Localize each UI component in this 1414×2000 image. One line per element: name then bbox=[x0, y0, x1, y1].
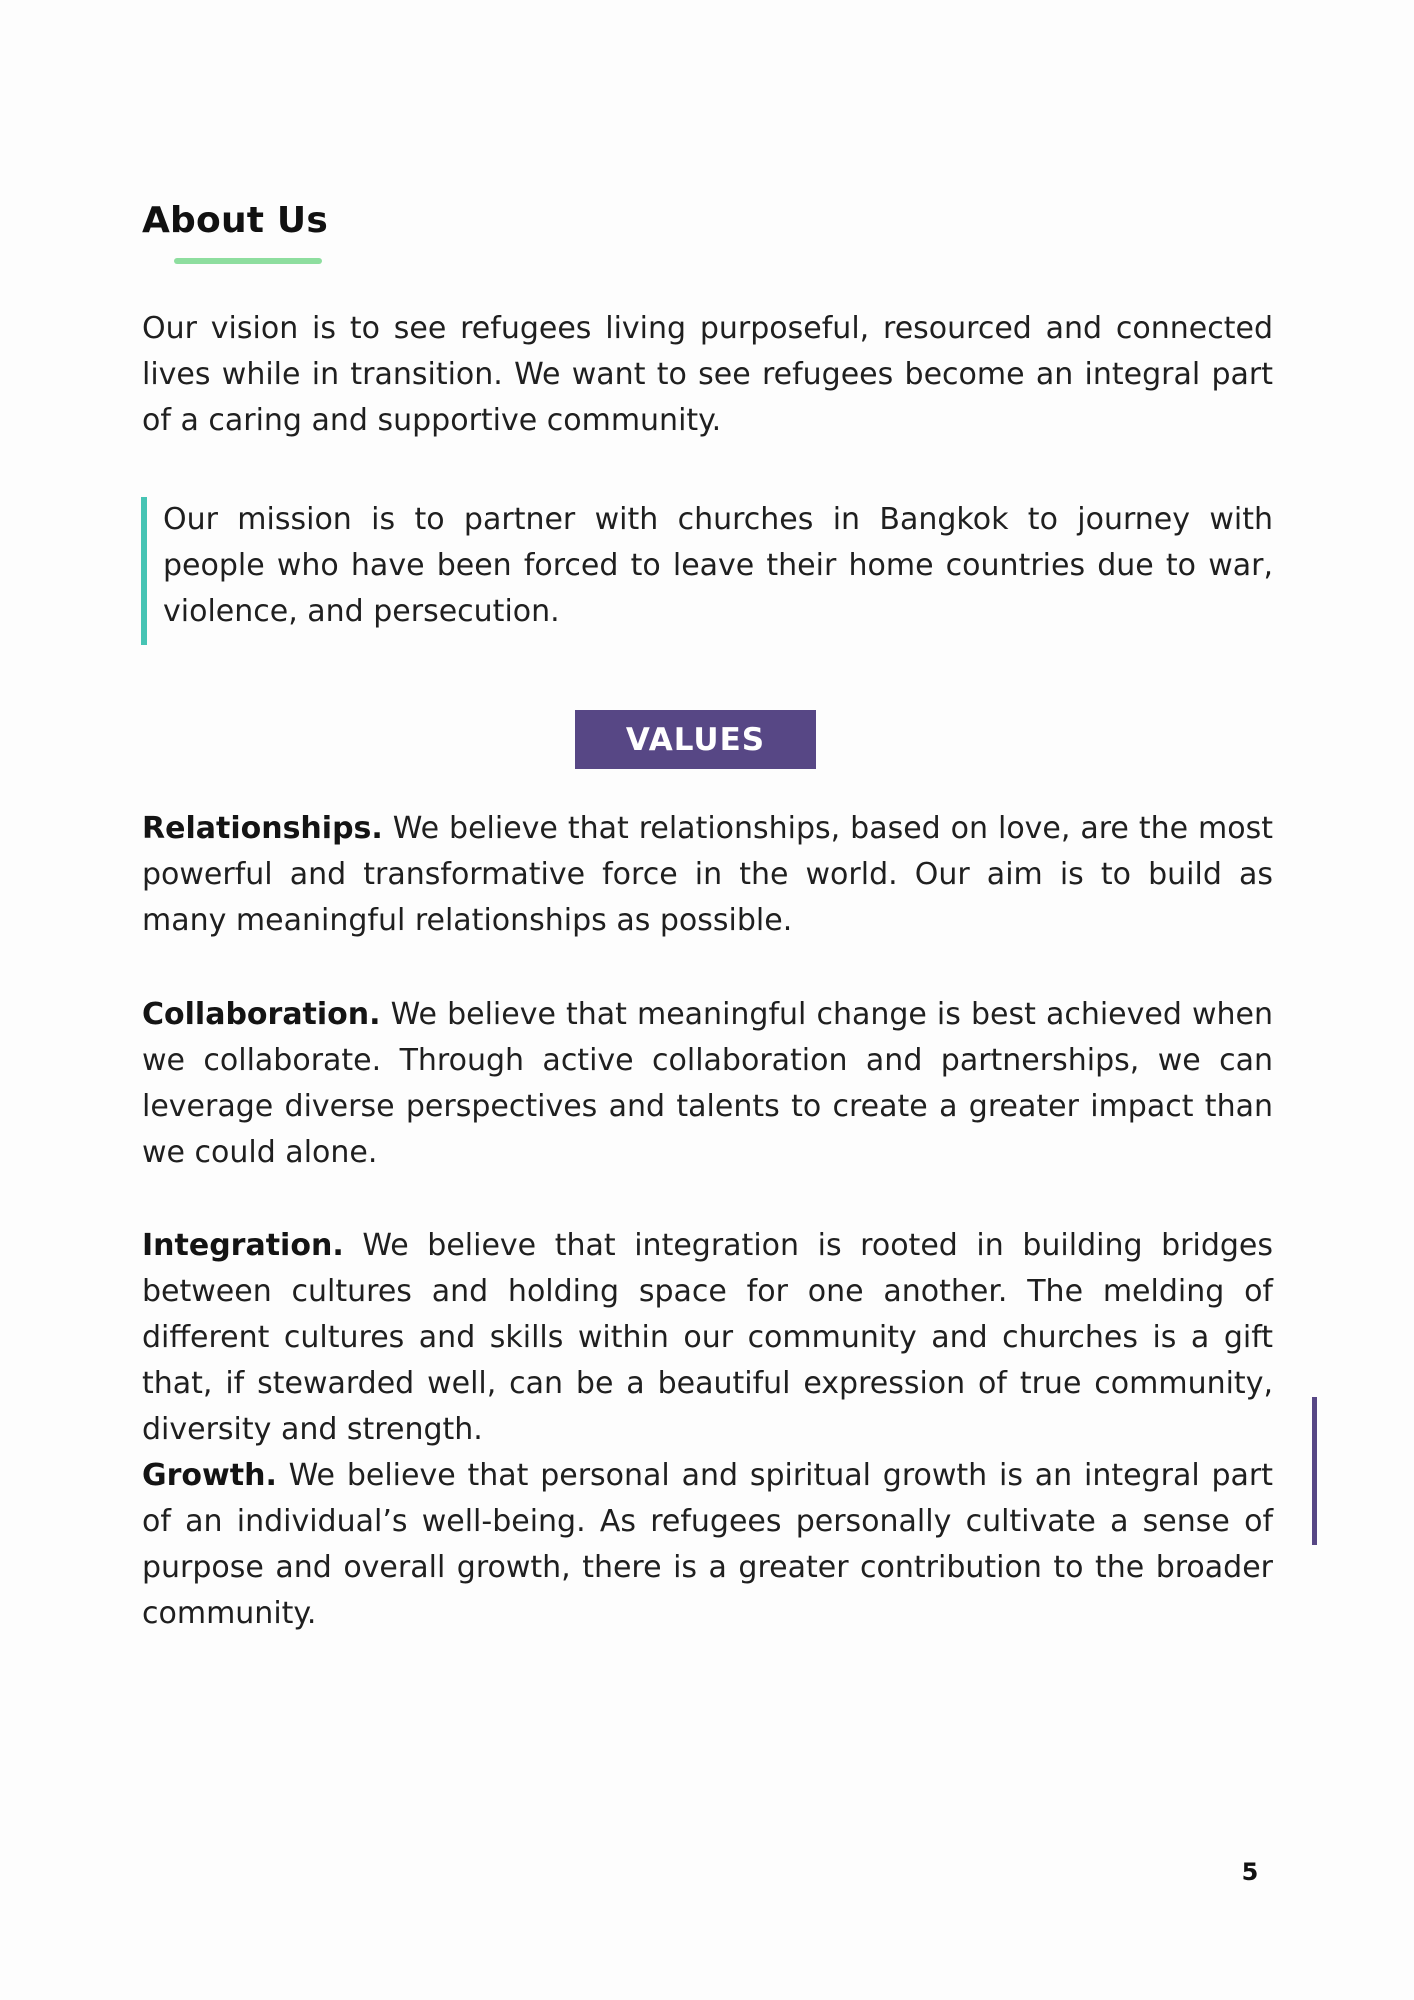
value-integration bbox=[142, 1223, 1273, 1453]
value-title: Growth. bbox=[142, 1458, 277, 1493]
mission-paragraph: Our mission is to partner with churches in Bangkok to journey with people who have been forced to leave their home countries due to war, violence, and persecution. bbox=[163, 502, 1273, 629]
value-text: We believe that meaningful change is best achieved when we collaborate. Through active collaboration and partnerships, we can leverage diverse perspectives and talents to create a greater impact than we could alone. bbox=[142, 997, 1273, 1170]
value-title: Integration. bbox=[142, 1228, 344, 1263]
value-text: We believe that personal and spiritual growth is an integral part of an individual’s well-being. As refugees personally cultivate a sense of purpose and overall growth, there is a greater contribution to the broader community. bbox=[142, 1458, 1273, 1631]
value-relationships bbox=[142, 806, 1273, 944]
page-title: About Us bbox=[142, 200, 328, 241]
value-collaboration bbox=[142, 992, 1273, 1176]
value-title: Relationships. bbox=[142, 811, 383, 846]
values-heading: VALUES bbox=[575, 710, 816, 769]
heading-underline bbox=[174, 258, 322, 264]
side-accent-bar bbox=[1312, 1397, 1317, 1545]
value-text: We believe that integration is rooted in building bridges between cultures and holding space for one another. The melding of different cultures and skills within our community and churches is a gift that, if stewarded well, can be a beautiful expression of true community, diversity and strength. bbox=[142, 1228, 1273, 1447]
value-title: Collaboration. bbox=[142, 997, 381, 1032]
mission-accent-bar bbox=[141, 497, 147, 645]
value-growth bbox=[142, 1453, 1273, 1637]
mission-quote bbox=[141, 497, 1273, 645]
vision-paragraph: Our vision is to see refugees living purposeful, resourced and connected lives while in transition. We want to see refugees become an integral part of a caring and supportive community. bbox=[142, 311, 1273, 438]
page-number: 5 bbox=[1241, 1858, 1259, 1886]
value-text: We believe that relationships, based on love, are the most powerful and transformative force in the world. Our aim is to build as many meaningful relationships as possible. bbox=[142, 811, 1273, 938]
